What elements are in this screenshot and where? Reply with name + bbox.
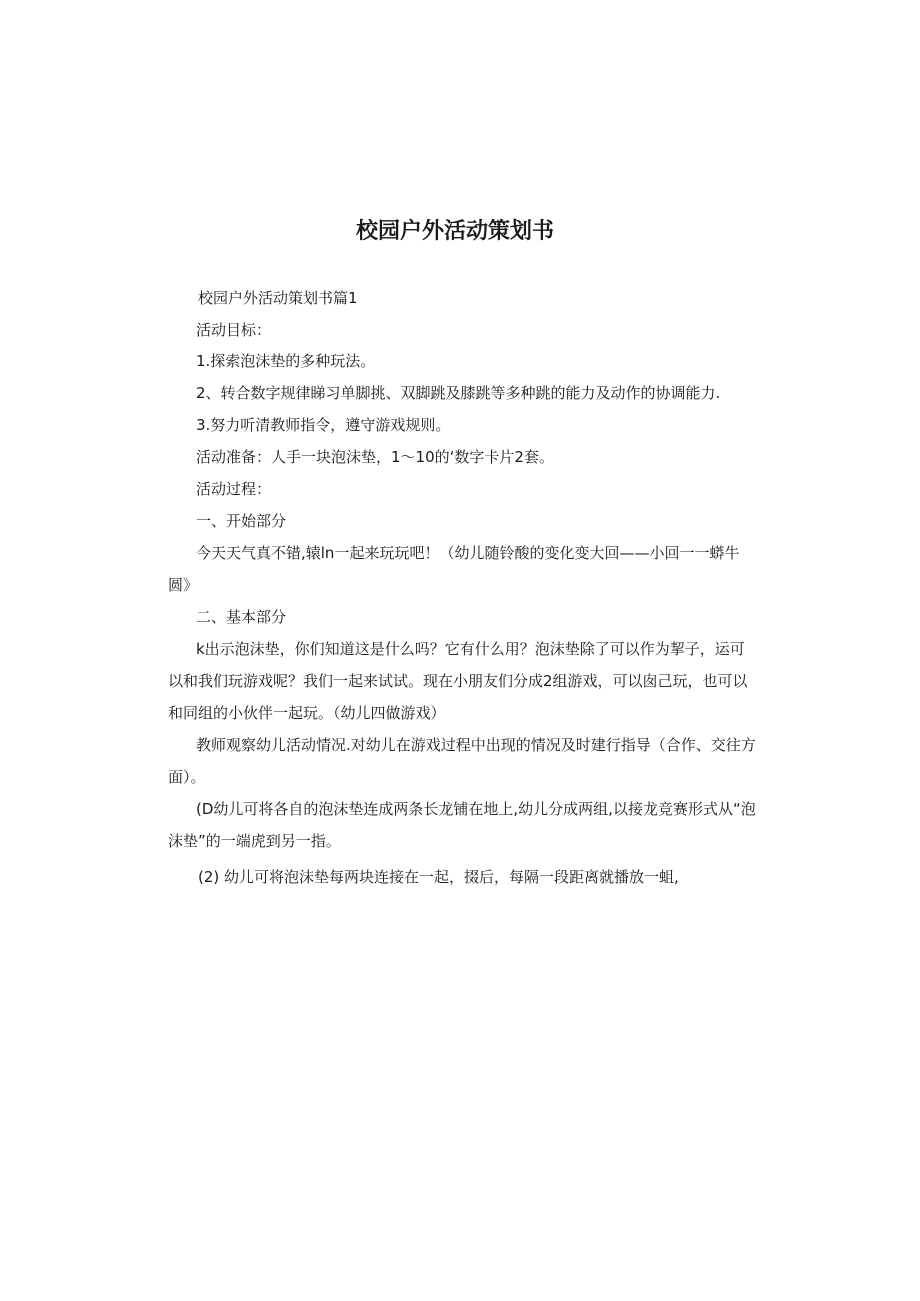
paragraph: (2) 幼儿可将泡沫垫每两块连接在一起，掇后，每隔一段距离就播放一蛆, <box>198 868 679 886</box>
paragraph: k出示泡沫垫，你们知道这是什么吗？它有什么用？泡沫垫除了可以作为挈子，运可以和我们玩游戏呢？我们一起来试试。现在小朋友们分成2组游戏，可以囱己玩，也可以和同组的小伙伴一起玩。（幼儿四做游戏） <box>168 640 748 722</box>
section-heading: 二、基本部分 <box>196 608 287 626</box>
paragraph: 3.努力听清教师指令，遵守游戏规则。 <box>196 416 451 434</box>
document-title: 校园户外活动策划书 <box>355 219 554 244</box>
section-heading: 校园户外活动策划书篇1 <box>198 289 358 307</box>
paragraph: 活动准备：人手一块泡沫垫，1〜10的‘数字卡片2套。 <box>196 448 554 466</box>
section-heading: 一、开始部分 <box>196 512 287 530</box>
paragraph: 活动目标： <box>196 321 272 339</box>
paragraph: 教师观察幼儿活动情况.对幼儿在游戏过程中出现的情况及时建行指导（合作、交往方面）。 <box>168 736 756 786</box>
paragraph: 今天天气真不错,辕ln一起来玩玩吧！（幼儿随铃酸的变化变大回——小回一一蟒牛圆》 <box>168 544 740 594</box>
paragraph: 活动过程： <box>196 480 272 498</box>
paragraph: 2、转合数字规律睇习单脚挑、双脚跳及膝跳等多种跳的能力及动作的协调能力. <box>196 384 721 402</box>
paragraph: 1.探索泡沫垫的多种玩法。 <box>196 352 376 370</box>
paragraph: (D幼儿可将各自的泡沫垫连成两条长龙铺在地上,幼儿分成两组,以接龙竞赛形式从“泡沫垫”的一端虎到另一指。 <box>168 800 756 850</box>
